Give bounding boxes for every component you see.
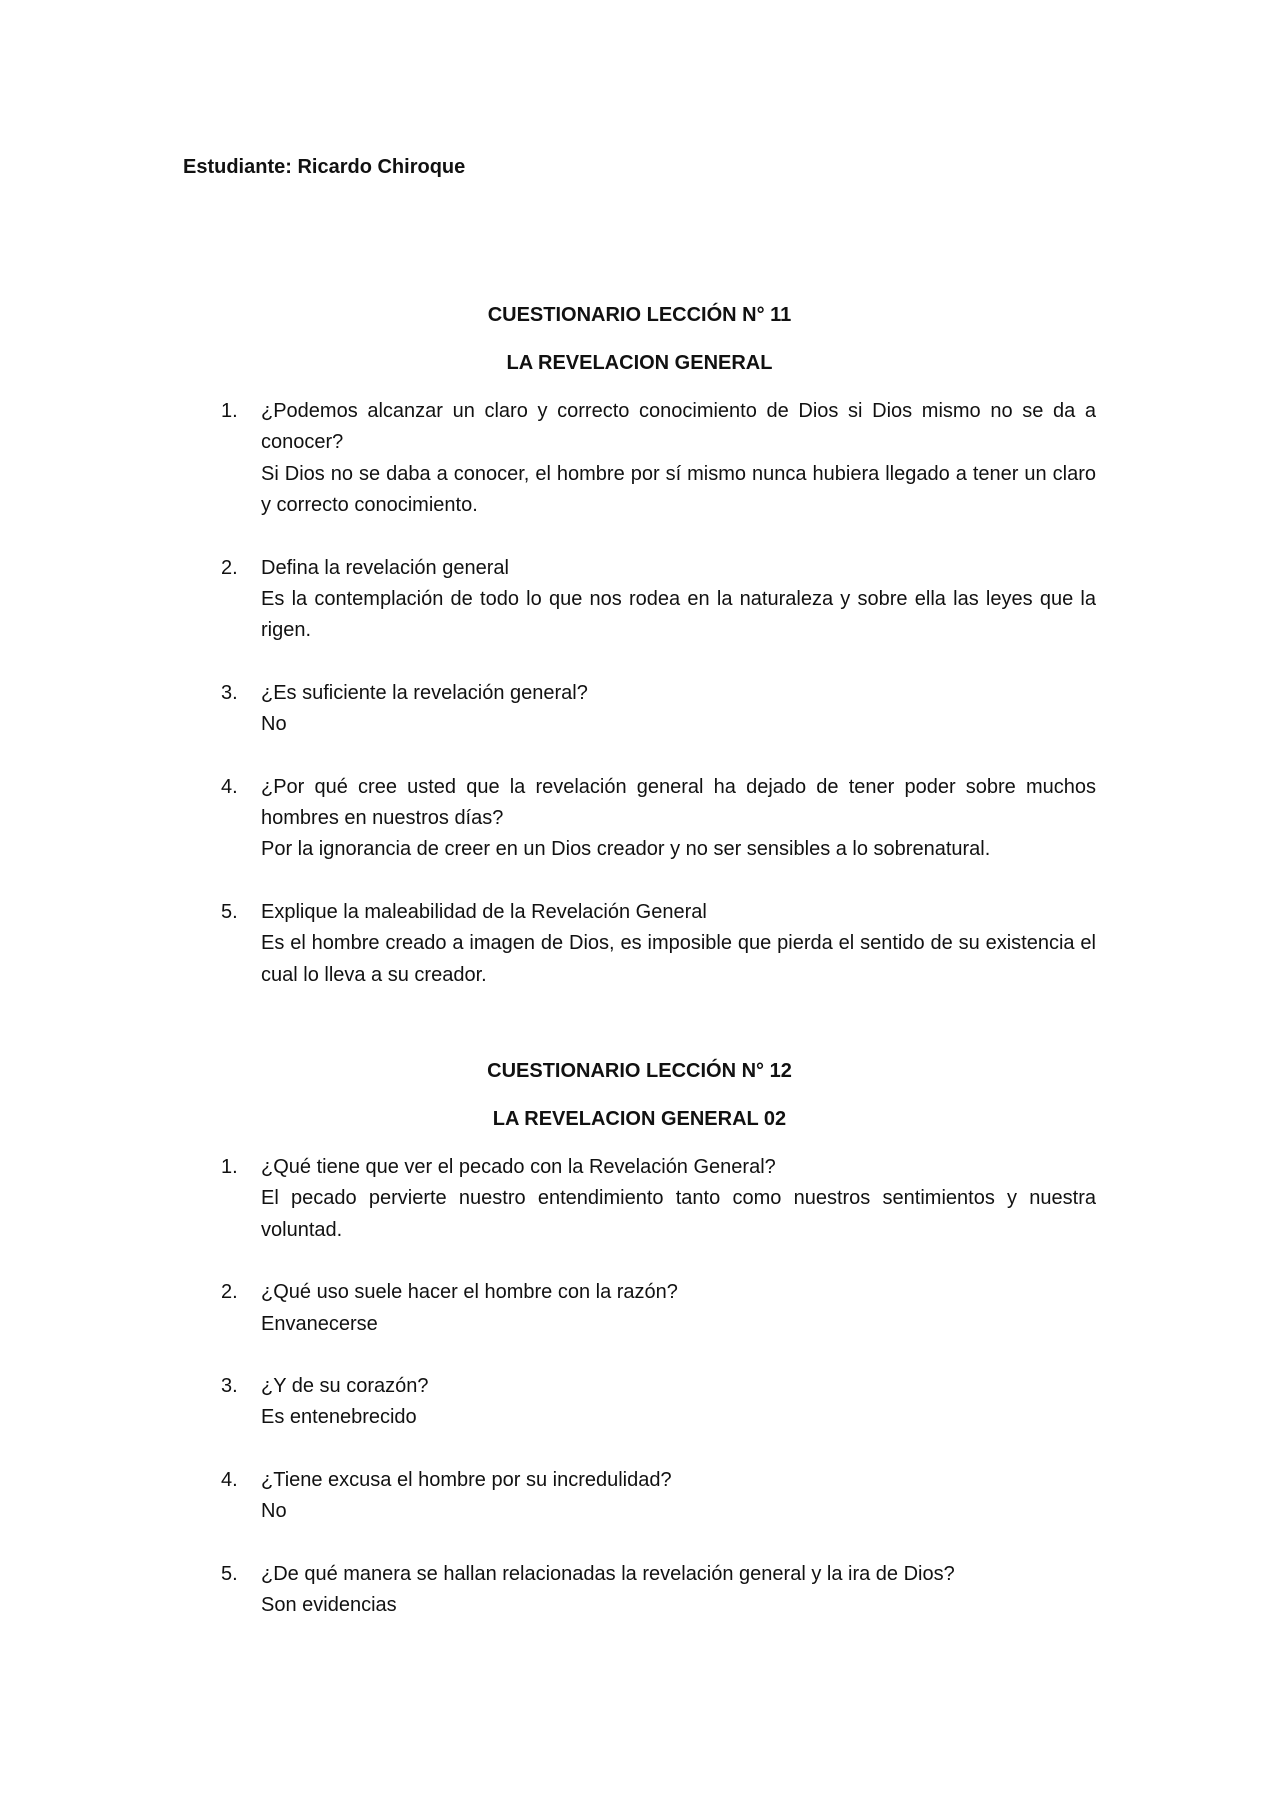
answer-text: Es la contemplación de todo lo que nos rodea en la naturaleza y sobre ella las leyes que la rigen. — [261, 588, 1096, 642]
question-number: 5. — [221, 900, 238, 923]
question-text: ¿Qué uso suele hacer el hombre con la razón? — [261, 1281, 678, 1304]
question-text: ¿Tiene excusa el hombre por su incredulidad? — [261, 1468, 672, 1491]
answer-text: El pecado pervierte nuestro entendimiento tanto como nuestros sentimientos y nuestra voluntad. — [261, 1187, 1096, 1241]
list-item — [183, 1277, 1096, 1340]
question-text: ¿Y de su corazón? — [261, 1375, 429, 1398]
questionnaire-lesson-12 — [183, 1057, 1096, 1652]
question-number: 4. — [221, 1468, 238, 1491]
list-item — [183, 1152, 1096, 1246]
section-title: CUESTIONARIO LECCIÓN N° 11 — [487, 304, 792, 326]
list-item — [183, 678, 1096, 741]
question-number: 2. — [221, 1281, 238, 1304]
answer-text: Por la ignorancia de creer en un Dios creador y no ser sensibles a lo sobrenatural. — [261, 838, 991, 861]
list-item — [183, 772, 1096, 866]
answer-text: No — [261, 1500, 287, 1523]
section-title: CUESTIONARIO LECCIÓN N° 12 — [487, 1060, 792, 1082]
list-item — [183, 897, 1096, 991]
question-text: ¿Por qué cree usted que la revelación general ha dejado de tener poder sobre muchos hombres en nuestros días? — [261, 775, 1096, 830]
answer-text: Si Dios no se daba a conocer, el hombre por sí mismo nunca hubiera llegado a tener un claro y correcto conocimiento. — [261, 462, 1096, 517]
list-item — [183, 1371, 1096, 1434]
section-subtitle: LA REVELACION GENERAL 02 — [492, 1108, 787, 1130]
question-text: Explique la maleabilidad de la Revelación General — [261, 900, 707, 923]
question-number: 2. — [221, 556, 238, 579]
list-item — [183, 396, 1096, 522]
list-item — [183, 553, 1096, 647]
question-text: ¿Podemos alcanzar un claro y correcto conocimiento de Dios si Dios mismo no se da a conocer? — [261, 400, 1096, 454]
answer-text: Es el hombre creado a imagen de Dios, es imposible que pierda el sentido de su existencia el cual lo lleva a su creador. — [261, 932, 1096, 986]
question-text: ¿De qué manera se hallan relacionadas la revelación general y la ira de Dios? — [261, 1562, 955, 1585]
question-number: 5. — [221, 1562, 238, 1585]
answer-text: No — [261, 713, 287, 736]
answer-text: Son evidencias — [261, 1594, 397, 1617]
question-number: 3. — [221, 1375, 238, 1398]
section-subtitle: LA REVELACION GENERAL — [506, 352, 773, 374]
question-text: Defina la revelación general — [261, 556, 509, 579]
answer-text: Envanecerse — [261, 1312, 378, 1335]
question-list — [183, 396, 1096, 991]
question-number: 1. — [221, 400, 238, 422]
list-item — [183, 1465, 1096, 1528]
question-number: 1. — [221, 1156, 238, 1178]
question-text: ¿Qué tiene que ver el pecado con la Revelación General? — [261, 1156, 776, 1178]
question-list — [183, 1152, 1096, 1621]
question-number: 3. — [221, 681, 238, 704]
list-item — [183, 1559, 1096, 1622]
answer-text: Es entenebrecido — [261, 1406, 417, 1429]
student-name: Estudiante: Ricardo Chiroque — [183, 156, 466, 178]
questionnaire-lesson-11 — [183, 301, 1096, 1022]
question-text: ¿Es suficiente la revelación general? — [261, 681, 588, 704]
question-number: 4. — [221, 775, 238, 798]
